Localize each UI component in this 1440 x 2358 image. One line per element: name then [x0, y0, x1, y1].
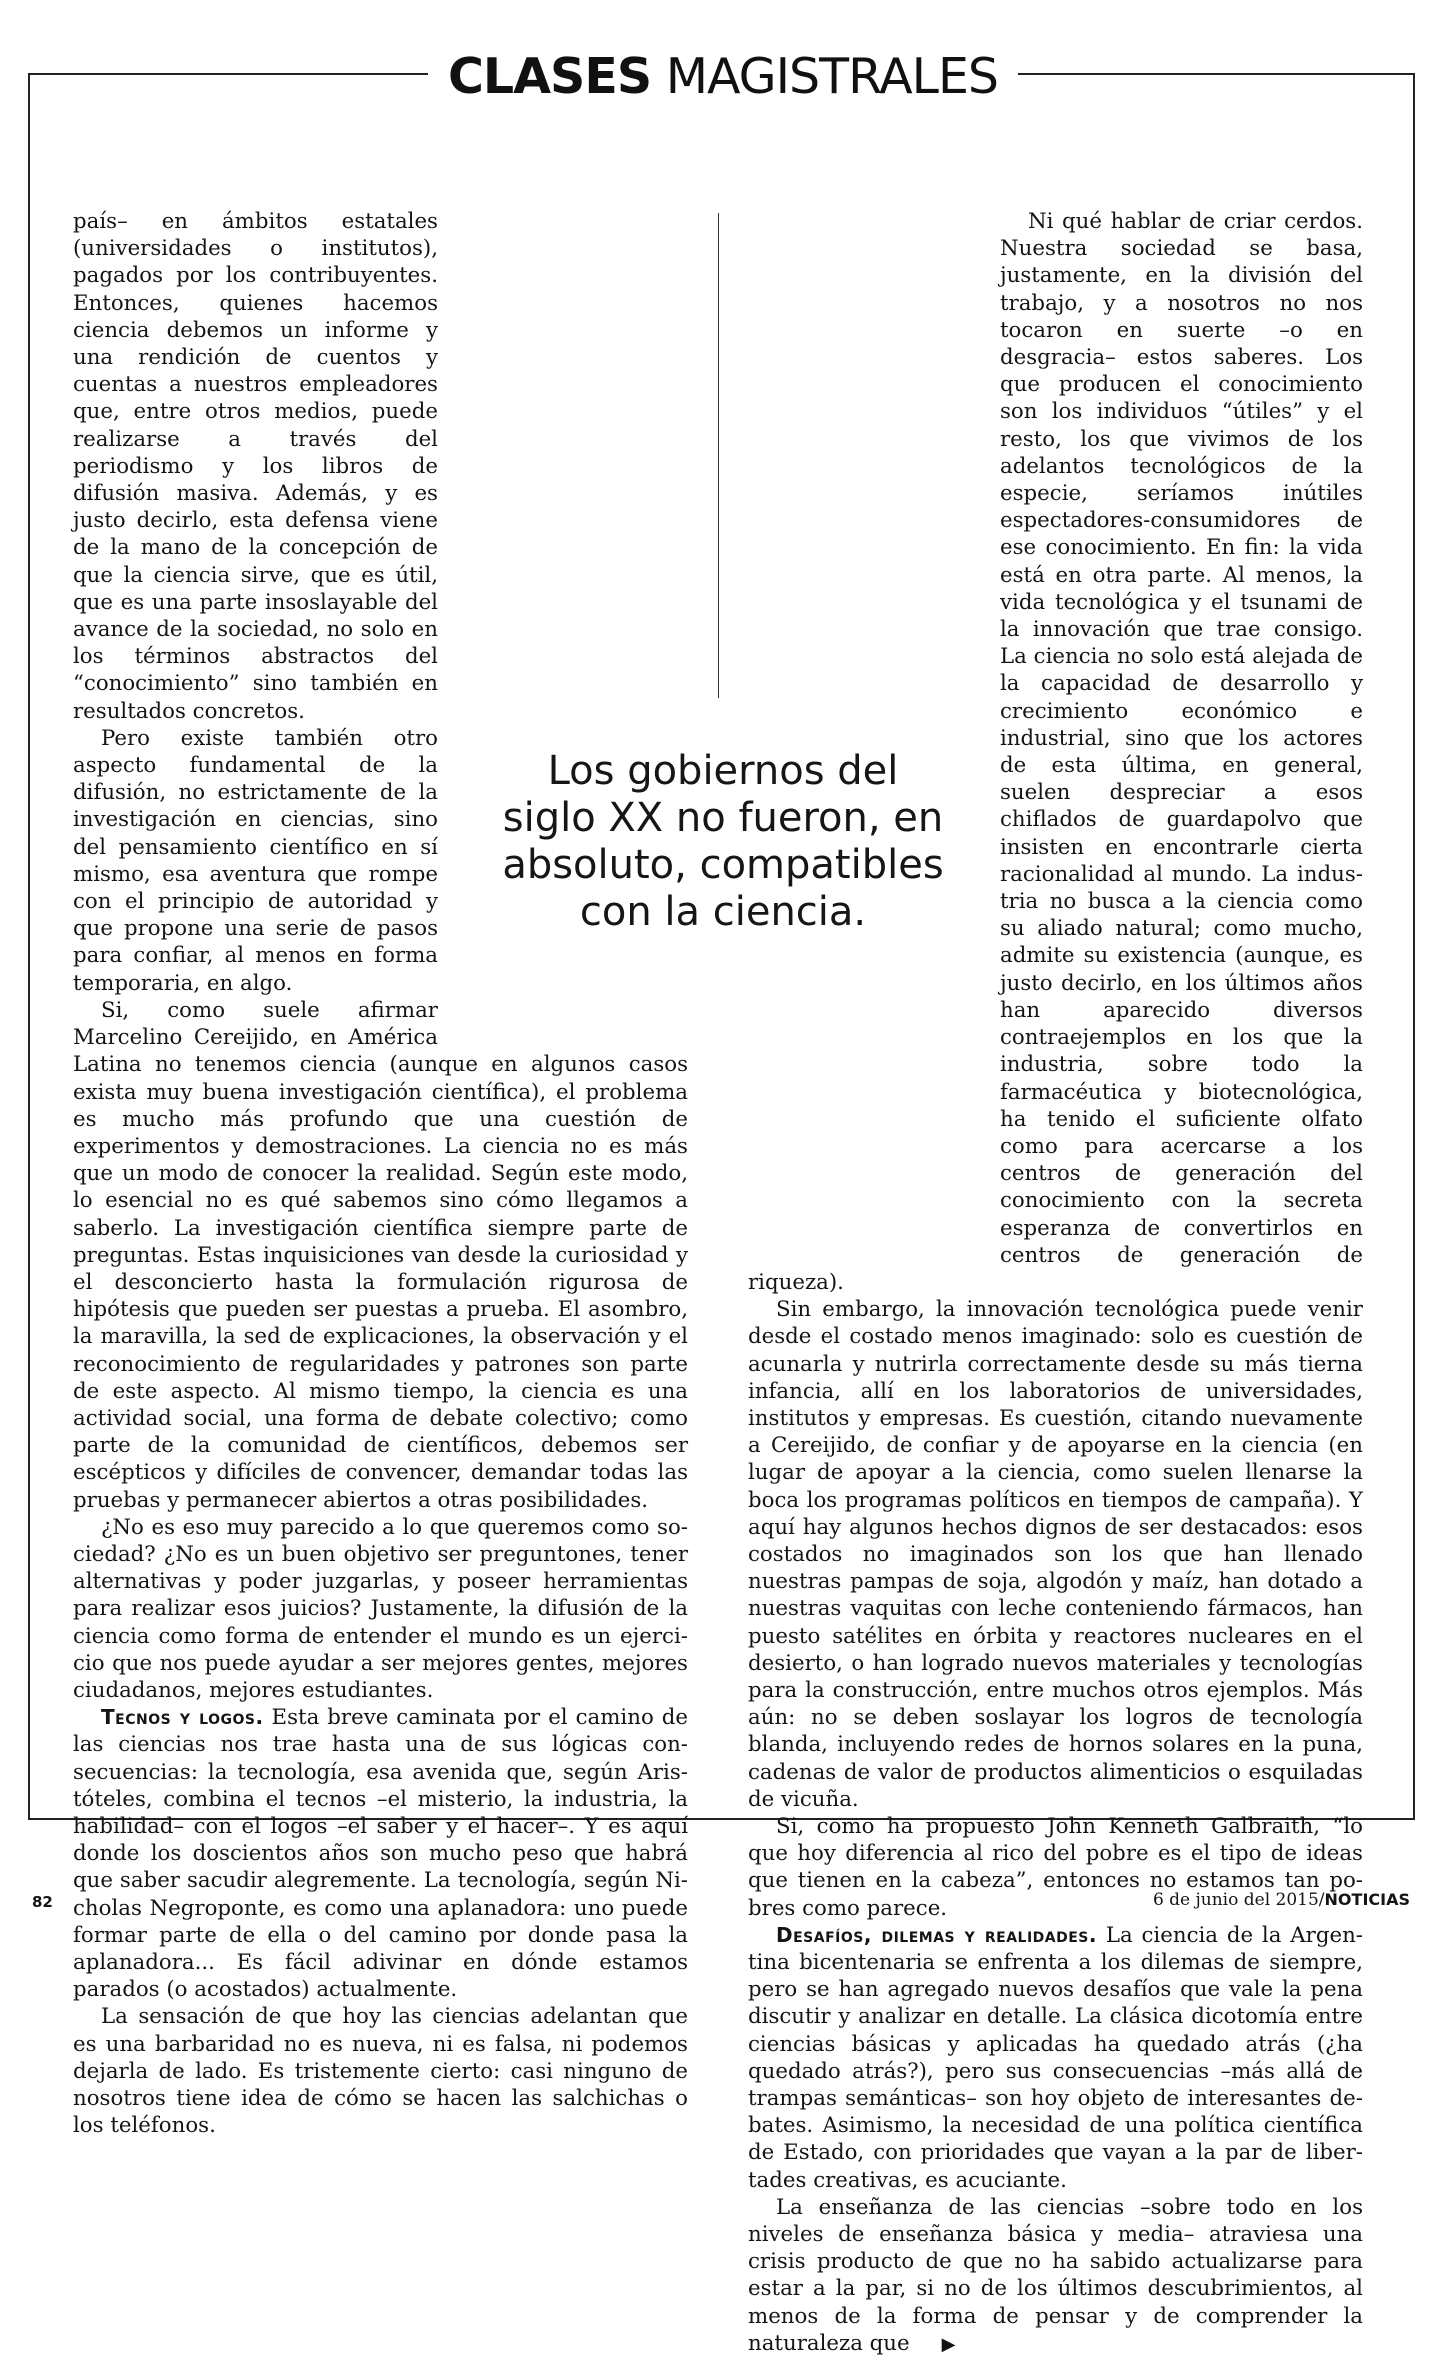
pull-quote-line: absoluto, compatibles [502, 842, 944, 888]
paragraph: Si, como suele afirmar Marcelino Cereijido, en América Latina no tenemos ciencia (aunque en algunos casos exista muy buena investigación científica), el problema es mucho más profundo que una cuestión de experimentos y demostraciones. La ciencia no es más que un modo de conocer la realidad. Según este modo, lo esencial no es qué sabemos sino cómo llegamos a saberlo. La investigación científica siempre parte de preguntas. Estas inquisiciones van desde la curiosidad y el desconcierto hasta la formulación rigurosa de hipótesis que pueden ser puestas a prueba. El asombro, la maravilla, la sed de explicaciones, la observación y el reconocimiento de regularidades y patrones son parte de este aspecto. Al mismo tiempo, la ciencia es una actividad social, una forma de debate colectivo; como parte de la comunidad de científicos, debemos ser escépticos y difíciles de convencer, demandar todas las pruebas y permanecer abiertos a otras posibilidades. [73, 997, 688, 1513]
pull-quote-line: con la ciencia. [579, 889, 867, 935]
paragraph-with-heading [748, 1922, 1363, 2194]
section-title-bold: CLASES [447, 48, 652, 105]
paragraph: Pero existe también otro aspecto fundamental de la difusión, no estrictamente de la investigación en ciencias, sino del pensamiento científico en sí mismo, esa aventura que rompe con el principio de autoridad y que propone una serie de pasos para confiar, al menos en forma temporaria, en algo. [73, 725, 438, 996]
magazine-name: NOTICIAS [1324, 1890, 1410, 1909]
subheading-desafios: Desafíos, dilemas y realidades. [776, 1922, 1097, 1947]
article-column-left [73, 208, 688, 2139]
paragraph-body: La enseñanza de las ciencias –sobre todo en los niveles de enseñanza básica y media– atraviesa una crisis producto de que no ha sabido actualizarse para estar a la par, si no de los últimos descubrimientos, al menos de la forma de pensar y de comprender la naturaleza que [748, 2194, 1363, 2356]
section-title [440, 46, 1006, 108]
pull-quote-line: siglo XX no fueron, en [502, 795, 944, 841]
paragraph: Ni qué hablar de criar cerdos. Nuestra sociedad se basa, justamente, en la división del trabajo, y a nosotros no nos tocaron en suerte –o en desgracia– estos saberes. Los que producen el conocimiento son los individuos “útiles” y el resto, los que vivimos de los adelantos tecnológicos de la especie, seríamos inútiles espectadores-consumidores de ese conocimiento. En fin: la vida está en otra parte. Al menos, la vida tecnológica y el tsunami de la innovación que trae consigo. La ciencia no solo está alejada de la capacidad de desarrollo y crecimiento económico e industrial, sino que los actores de esta última, en general, suelen despreciar a esos chiflados de guardapolvo que insisten en encontrarle cierta racionalidad al mundo. La industria no busca a la ciencia como su aliado natural; como mucho, admite su existencia (aunque, es justo decirlo, en los últimos años han aparecido diversos contraejemplos en los que la industria, sobre todo la farmacéutica y biotecnológica, ha tenido el suficiente olfato como para acercarse a los centros de generación del conocimiento con la secreta esperanza de convertirlos en centros de generación de riqueza). [748, 209, 1363, 1295]
subheading-tecnos-y-logos: Tecnos y logos. [101, 1705, 264, 1730]
column-divider [718, 213, 719, 698]
paragraph-body: La ciencia de la Argentina bicentenaria se enfrenta a los dilemas de siempre, pero se han agregado nuevos desafíos que vale la pena discutir y analizar en detalle. La clásica dicotomía entre ciencias básicas y aplicadas ha quedado atrás (¿ha quedado atrás?), pero sus consecuencias –más allá de trampas semánticas– son hoy objeto de interesantes debates. Asimismo, la necesidad de una política científica de Estado, con prioridades que vayan a la par de libertades creativas, es acuciante. [748, 1922, 1363, 2193]
pull-quote-line: Los gobiernos del [547, 748, 899, 794]
pull-quote [488, 748, 958, 968]
paragraph-with-heading [73, 1704, 688, 2003]
page-number: 82 [32, 1893, 53, 1911]
issue-info [1153, 1890, 1410, 1910]
paragraph [748, 2194, 1363, 2358]
paragraph-body: Esta breve caminata por el camino de las ciencias nos trae hasta una de sus lógicas consecuencias: la tecnología, esa avenida que, según Aristóteles, combina el tecnos –el misterio, la industria, la habilidad– con el logos –el saber y el hacer–. Y es aquí donde los doscientos años son mucho peso que habrá que saber sacudir alegremente. La tecnología, según Nicholas Negroponte, es como una aplanadora: uno puede formar parte de ella o del camino por donde pasa la aplanadora... Es fácil adivinar en dónde estamos parados (o acostados) actualmente. [73, 1705, 688, 2003]
paragraph: La sensación de que hoy las ciencias adelantan que es una barbaridad no es nueva, ni es falsa, ni podemos dejarla de lado. Es tristemente cierto: casi ninguno de nosotros tiene idea de cómo se hacen las salchichas o los teléfonos. [73, 2004, 688, 2139]
paragraph: Sin embargo, la innovación tecnológica puede venir desde el costado menos imaginado: solo es cuestión de acunarla y nutrirla correctamente desde su más tierna infancia, allí en los laboratorios de universidades, institutos y empresas. Es cuestión, citando nuevamente a Cereijido, de confiar y de apoyarse en la ciencia (en lugar de apoyar a la ciencia, como suelen llenarse la boca los programas políticos en tiempos de campaña). Y aquí hay algunos hechos dignos de ser destacados: esos costados no imaginados son los que han llenado nuestras pampas de soja, algodón y maíz, han dotado a nuestras vaquitas con leche conteniendo fármacos, han puesto satélites en órbita y reactores nucleares en el desierto, o han logrado nuevos materiales y tecnologías para la construcción, entre muchos otros ejemplos. Más aún: no se deben soslayar los logros de tecnología blanda, incluyendo redes de hornos solares en la puna, cadenas de valor de productos alimenticios o esquiladas de vicuña. [748, 1297, 1363, 1812]
pull-quote-space-right [748, 208, 1000, 1260]
paragraph: país– en ámbitos estatales (universidades o institutos), pagados por los contribuyentes. Entonces, quienes hacemos ciencia debemos un informe y una rendición de cuentos y cuentas a nuestros empleadores que, entre otros medios, puede realizarse a través del periodismo y los libros de difusión masiva. Además, y es justo decirlo, esta defensa viene de la mano de la concepción de que la ciencia sirve, que es útil, que es una parte insoslayable del avance de la sociedad, no solo en los términos abstractos del “conocimiento” sino también en resultados concretos. [73, 209, 438, 724]
section-title-light: MAGISTRALES [665, 48, 999, 105]
paragraph: Si, como ha propuesto John Kenneth Galbraith, “lo que hoy diferencia al rico del pobre es el tipo de ideas que tienen en la cabeza”, entonces no estamos tan pobres como parece. [748, 1813, 1363, 1921]
issue-date: 6 de junio del 2015/ [1152, 1890, 1325, 1910]
paragraph: ¿No es eso muy parecido a lo que queremos como sociedad? ¿No es un buen objetivo ser preguntones, tener alternativas y poder juzgarlas, y poseer herramientas para realizar esos juicios? Justamente, la difusión de la ciencia como forma de entender el mundo es un ejercicio que nos puede ayudar a ser mejores gentes, mejores ciudadanos, mejores estudiantes. [73, 1514, 688, 1703]
continue-arrow-icon: ▶ [941, 2333, 956, 2355]
